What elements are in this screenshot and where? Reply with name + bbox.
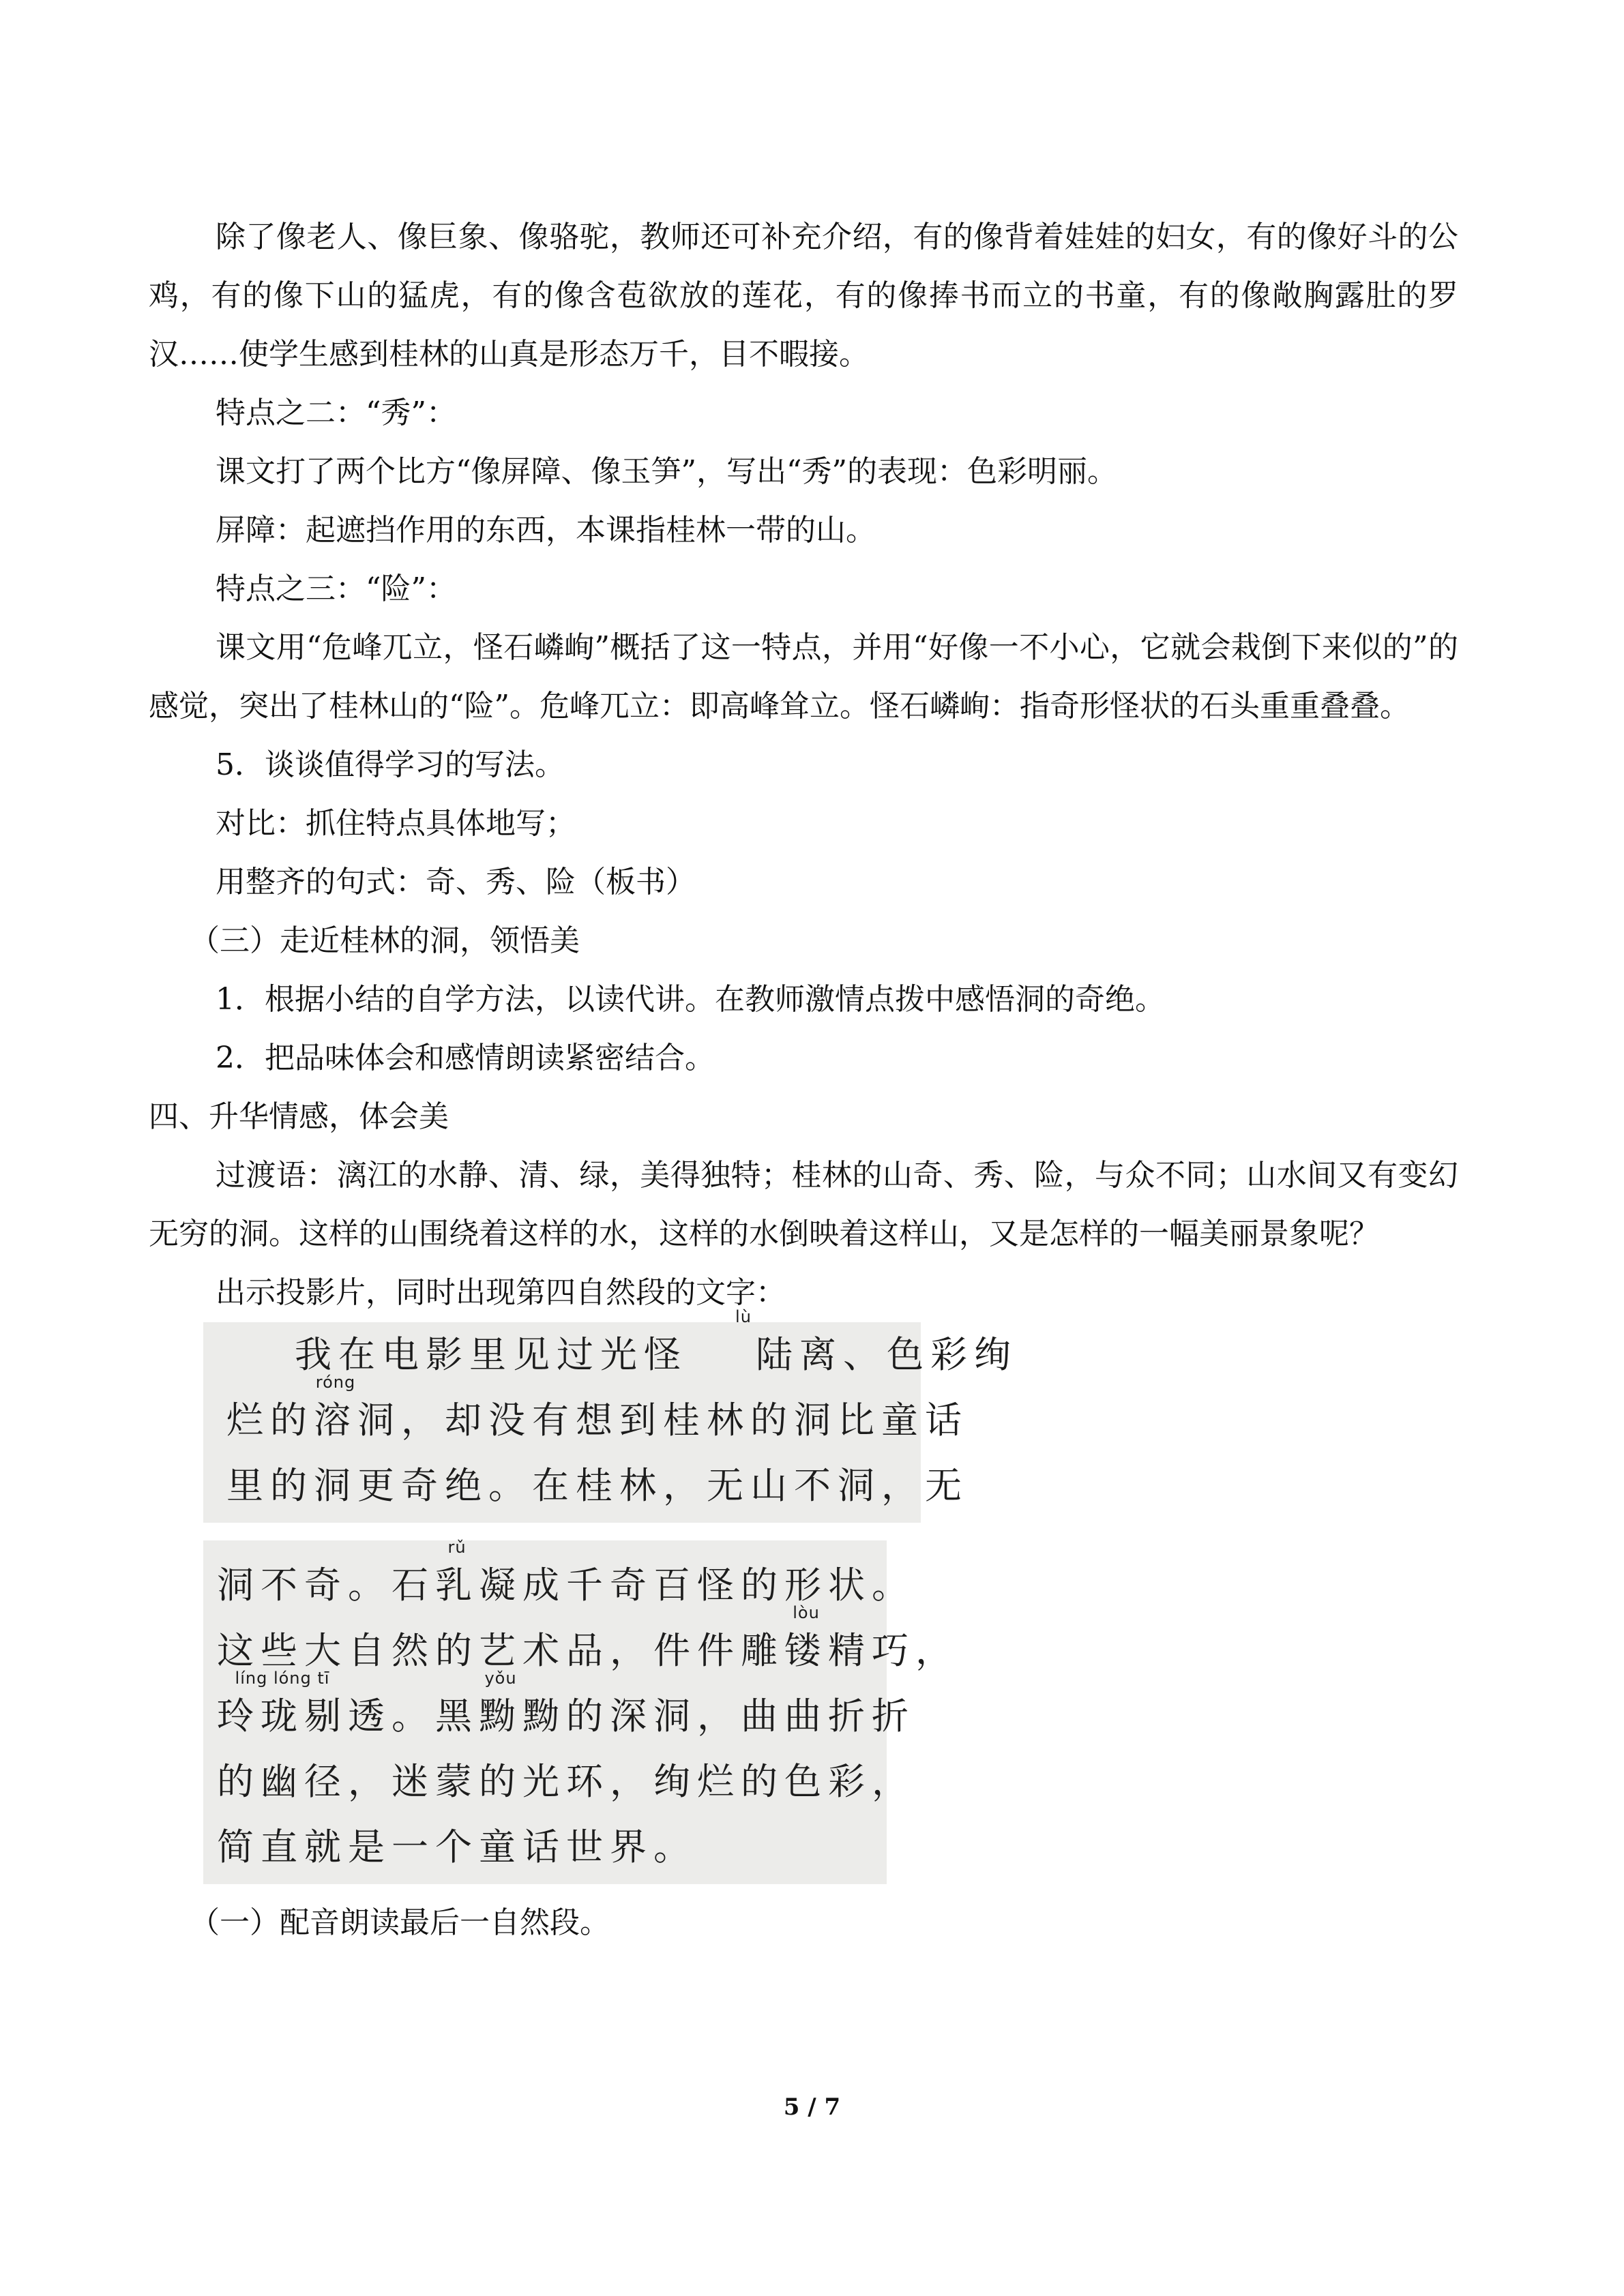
- pinyin-annotation: líng lóng tī: [235, 1669, 330, 1688]
- pinyin-annotation: lòu: [793, 1603, 820, 1622]
- paragraph: 特点之三：“险”：: [216, 571, 456, 606]
- pinyin-annotation: lù: [735, 1307, 752, 1326]
- excerpt-line: 烂的 róng 溶洞，却没有想到桂林的洞比童话: [226, 1373, 969, 1442]
- excerpt-line: 洞不奇。石 rǔ 乳凝成千奇百怪的形状。: [217, 1538, 915, 1607]
- pinyin-annotation: yǒu: [484, 1669, 517, 1688]
- page-number: 5 / 7: [783, 2093, 841, 2121]
- paragraph: 屏障：起遮挡作用的东西，本课指桂林一带的山。: [216, 513, 876, 548]
- excerpt-line: 里的洞更奇绝。在桂林，无山不洞，无: [226, 1464, 969, 1507]
- paragraph: 1．根据小结的自学方法，以读代讲。在教师激情点拨中感悟洞的奇绝。: [216, 982, 1165, 1017]
- textbook-excerpt-image-1: [203, 1307, 1018, 1523]
- paragraph: （一）配音朗读最后一自然段。: [190, 1905, 610, 1940]
- paragraph: 课文用“危峰兀立，怪石嶙峋”概括了这一特点，并用“好像一不小心，它就会栽倒下来似的”的感觉，突出了桂林山的“险”。危峰兀立：即高峰耸立。怪石嶙峋：指奇形怪状的石头重重叠叠。: [149, 630, 1458, 724]
- excerpt-line: líng lóng tī 玲珑剔透。黑 yǒu 黝黝的深洞，曲曲折折: [217, 1669, 915, 1738]
- section-heading: （三）走近桂林的洞，领悟美: [190, 923, 580, 958]
- paragraph: 过渡语：漓江的水静、清、绿，美得独特；桂林的山奇、秀、险，与众不同；山水间又有变幻无穷的洞。这样的山围绕着这样的水，这样的水倒映着这样山，又是怎样的一幅美丽景象呢？: [149, 1158, 1458, 1251]
- excerpt-line: 这些大自然的艺术品，件件雕 lòu 镂精巧，: [217, 1603, 959, 1672]
- document-body: [149, 208, 1458, 1952]
- paragraph: 对比：抓住特点具体地写；: [216, 806, 576, 841]
- excerpt-line: 我在电影里见过光怪 lù 陆离、色彩绚: [295, 1307, 1018, 1376]
- excerpt-line: 简直就是一个童话世界。: [217, 1825, 697, 1868]
- pinyin-annotation: róng: [315, 1373, 356, 1392]
- paragraph: 课文打了两个比方“像屏障、像玉笋”，写出“秀”的表现：色彩明丽。: [216, 454, 1117, 489]
- section-heading: 四、升华情感，体会美: [149, 1099, 449, 1134]
- paragraph: 除了像老人、像巨象、像骆驼，教师还可补充介绍，有的像背着娃娃的妇女，有的像好斗的公鸡，有的像下山的猛虎，有的像含苞欲放的莲花，有的像捧书而立的书童，有的像敞胸露肚的罗汉……使学生感到桂林的山真是形态万千，目不暇接。: [149, 220, 1458, 372]
- paragraph: 特点之二：“秀”：: [216, 396, 456, 430]
- textbook-excerpt-image-2: [203, 1538, 959, 1884]
- paragraph: 用整齐的句式：奇、秀、险（板书）: [216, 865, 696, 899]
- paragraph: 5．谈谈值得学习的写法。: [216, 747, 565, 782]
- pinyin-annotation: rǔ: [447, 1538, 467, 1557]
- excerpt-line: 的幽径，迷蒙的光环，绚烂的色彩，: [217, 1760, 915, 1803]
- paragraph: 2．把品味体会和感情朗读紧密结合。: [216, 1041, 715, 1075]
- paragraph: 出示投影片，同时出现第四自然段的文字：: [216, 1275, 786, 1310]
